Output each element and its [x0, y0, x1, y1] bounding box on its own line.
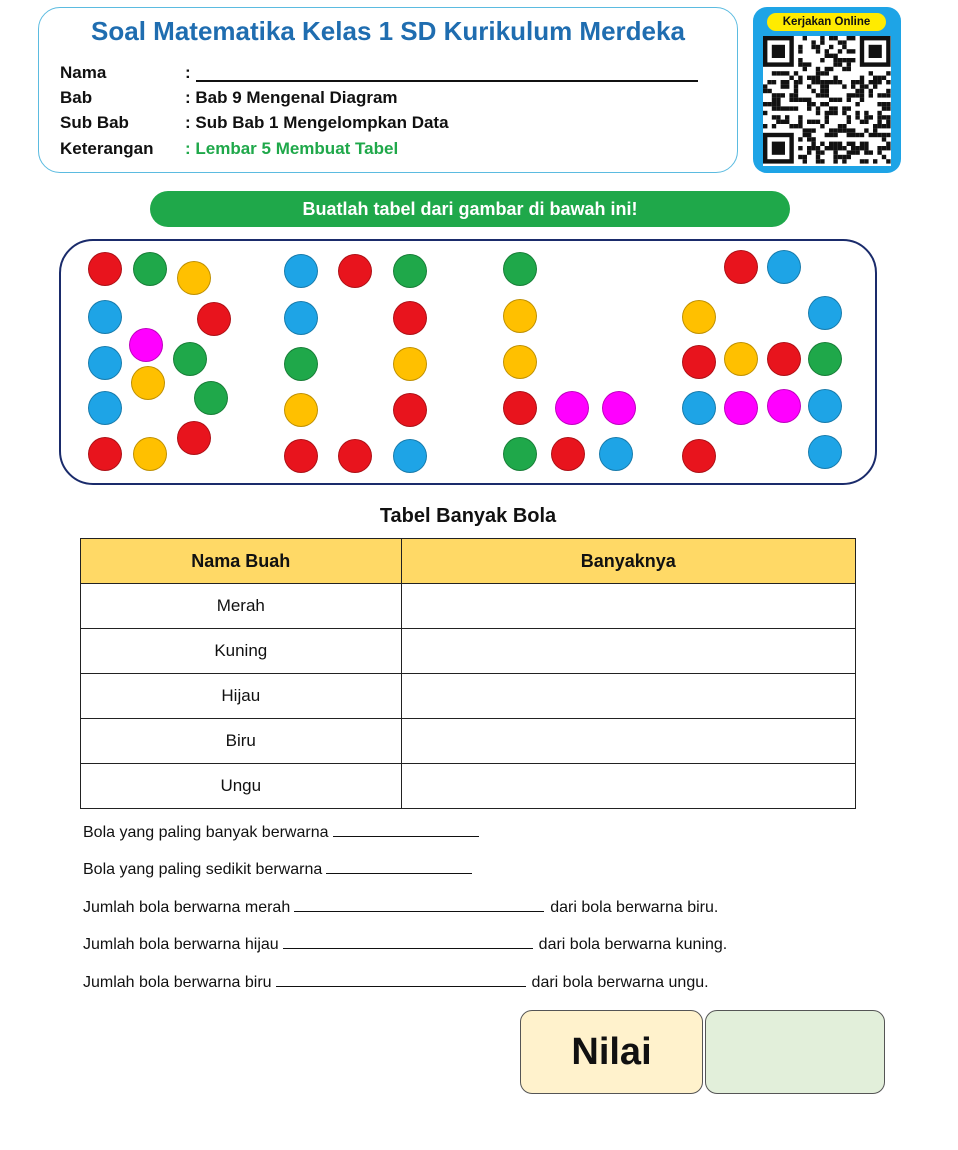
online-badge[interactable]: Kerjakan Online: [767, 13, 886, 31]
count-cell[interactable]: [401, 764, 855, 809]
column-header-count: Banyaknya: [401, 539, 855, 584]
ball-red: [724, 250, 758, 284]
ball-yellow: [177, 261, 211, 295]
count-cell[interactable]: [401, 584, 855, 629]
info-label-bab: Bab: [60, 88, 93, 107]
table-row: [81, 584, 856, 629]
ball-red: [393, 301, 427, 335]
ball-blue: [88, 300, 122, 334]
count-cell[interactable]: [401, 674, 855, 719]
question-5-suffix: dari bola berwarna ungu.: [531, 974, 709, 991]
qr-code-icon[interactable]: [763, 36, 891, 166]
ball-blue: [808, 435, 842, 469]
answer-blank-2[interactable]: [326, 859, 472, 874]
ball-blue: [808, 389, 842, 423]
ball-blue: [808, 296, 842, 330]
info-value-subbab: : Sub Bab 1 Mengelompkan Data: [185, 113, 449, 132]
ball-green: [133, 252, 167, 286]
row-label: Kuning: [81, 629, 402, 674]
ball-green: [194, 381, 228, 415]
question-3-suffix: dari bola berwarna biru.: [550, 899, 719, 916]
ball-red: [338, 254, 372, 288]
ball-yellow: [503, 299, 537, 333]
ball-blue: [284, 254, 318, 288]
answer-blank-4[interactable]: [283, 934, 533, 949]
question-5-text: Jumlah bola berwarna biru: [83, 974, 272, 991]
column-header-name: Nama Buah: [81, 539, 402, 584]
ball-yellow: [284, 393, 318, 427]
answer-blank-3[interactable]: [294, 897, 544, 912]
ball-blue: [599, 437, 633, 471]
ball-green: [173, 342, 207, 376]
qr-code-graphic: [763, 36, 891, 166]
count-table: [80, 538, 856, 809]
ball-magenta: [602, 391, 636, 425]
ball-magenta: [724, 391, 758, 425]
ball-yellow: [503, 345, 537, 379]
ball-green: [284, 347, 318, 381]
question-3: [83, 897, 718, 917]
name-field[interactable]: [196, 80, 698, 82]
ball-yellow: [133, 437, 167, 471]
ball-red: [284, 439, 318, 473]
table-row: [81, 629, 856, 674]
ball-magenta: [555, 391, 589, 425]
info-label-subbab: Sub Bab: [60, 113, 129, 132]
table-row: [81, 764, 856, 809]
info-label-keterangan: Keterangan: [60, 139, 154, 158]
row-label: Biru: [81, 719, 402, 764]
ball-red: [197, 302, 231, 336]
question-5: [83, 972, 709, 992]
question-4-text: Jumlah bola berwarna hijau: [83, 936, 279, 953]
table-row: [81, 674, 856, 719]
row-label: Merah: [81, 584, 402, 629]
ball-yellow: [682, 300, 716, 334]
ball-green: [503, 437, 537, 471]
count-cell[interactable]: [401, 629, 855, 674]
question-1-text: Bola yang paling banyak berwarna: [83, 824, 329, 841]
score-label: Nilai: [520, 1010, 703, 1094]
ball-green: [393, 254, 427, 288]
info-value-keterangan: : Lembar 5 Membuat Tabel: [185, 139, 399, 158]
ball-blue: [767, 250, 801, 284]
score-field[interactable]: [705, 1010, 885, 1094]
ball-blue: [284, 301, 318, 335]
ball-red: [88, 252, 122, 286]
ball-yellow: [131, 366, 165, 400]
answer-blank-1[interactable]: [333, 822, 479, 837]
question-2: [83, 859, 478, 879]
ball-yellow: [724, 342, 758, 376]
row-label: Hijau: [81, 674, 402, 719]
answer-blank-5[interactable]: [276, 972, 526, 987]
table-title: Tabel Banyak Bola: [379, 505, 557, 527]
ball-blue: [88, 346, 122, 380]
ball-red: [88, 437, 122, 471]
worksheet-title: Soal Matematika Kelas 1 SD Kurikulum Merdeka: [91, 16, 685, 46]
question-1: [83, 822, 485, 842]
info-value-bab: : Bab 9 Mengenal Diagram: [185, 88, 398, 107]
ball-red: [393, 393, 427, 427]
ball-blue: [682, 391, 716, 425]
row-label: Ungu: [81, 764, 402, 809]
instruction-banner: Buatlah tabel dari gambar di bawah ini!: [150, 191, 790, 227]
table-row: [81, 719, 856, 764]
ball-red: [551, 437, 585, 471]
ball-green: [503, 252, 537, 286]
ball-blue: [393, 439, 427, 473]
ball-blue: [88, 391, 122, 425]
ball-red: [682, 345, 716, 379]
ball-magenta: [767, 389, 801, 423]
ball-red: [682, 439, 716, 473]
info-label-nama: Nama: [60, 63, 107, 82]
info-value-nama: :: [185, 63, 191, 82]
ball-red: [503, 391, 537, 425]
ball-magenta: [129, 328, 163, 362]
question-3-text: Jumlah bola berwarna merah: [83, 899, 291, 916]
count-cell[interactable]: [401, 719, 855, 764]
question-4: [83, 934, 727, 954]
ball-red: [177, 421, 211, 455]
question-2-text: Bola yang paling sedikit berwarna: [83, 861, 323, 878]
ball-green: [808, 342, 842, 376]
ball-red: [767, 342, 801, 376]
ball-red: [338, 439, 372, 473]
ball-yellow: [393, 347, 427, 381]
question-4-suffix: dari bola berwarna kuning.: [538, 936, 728, 953]
